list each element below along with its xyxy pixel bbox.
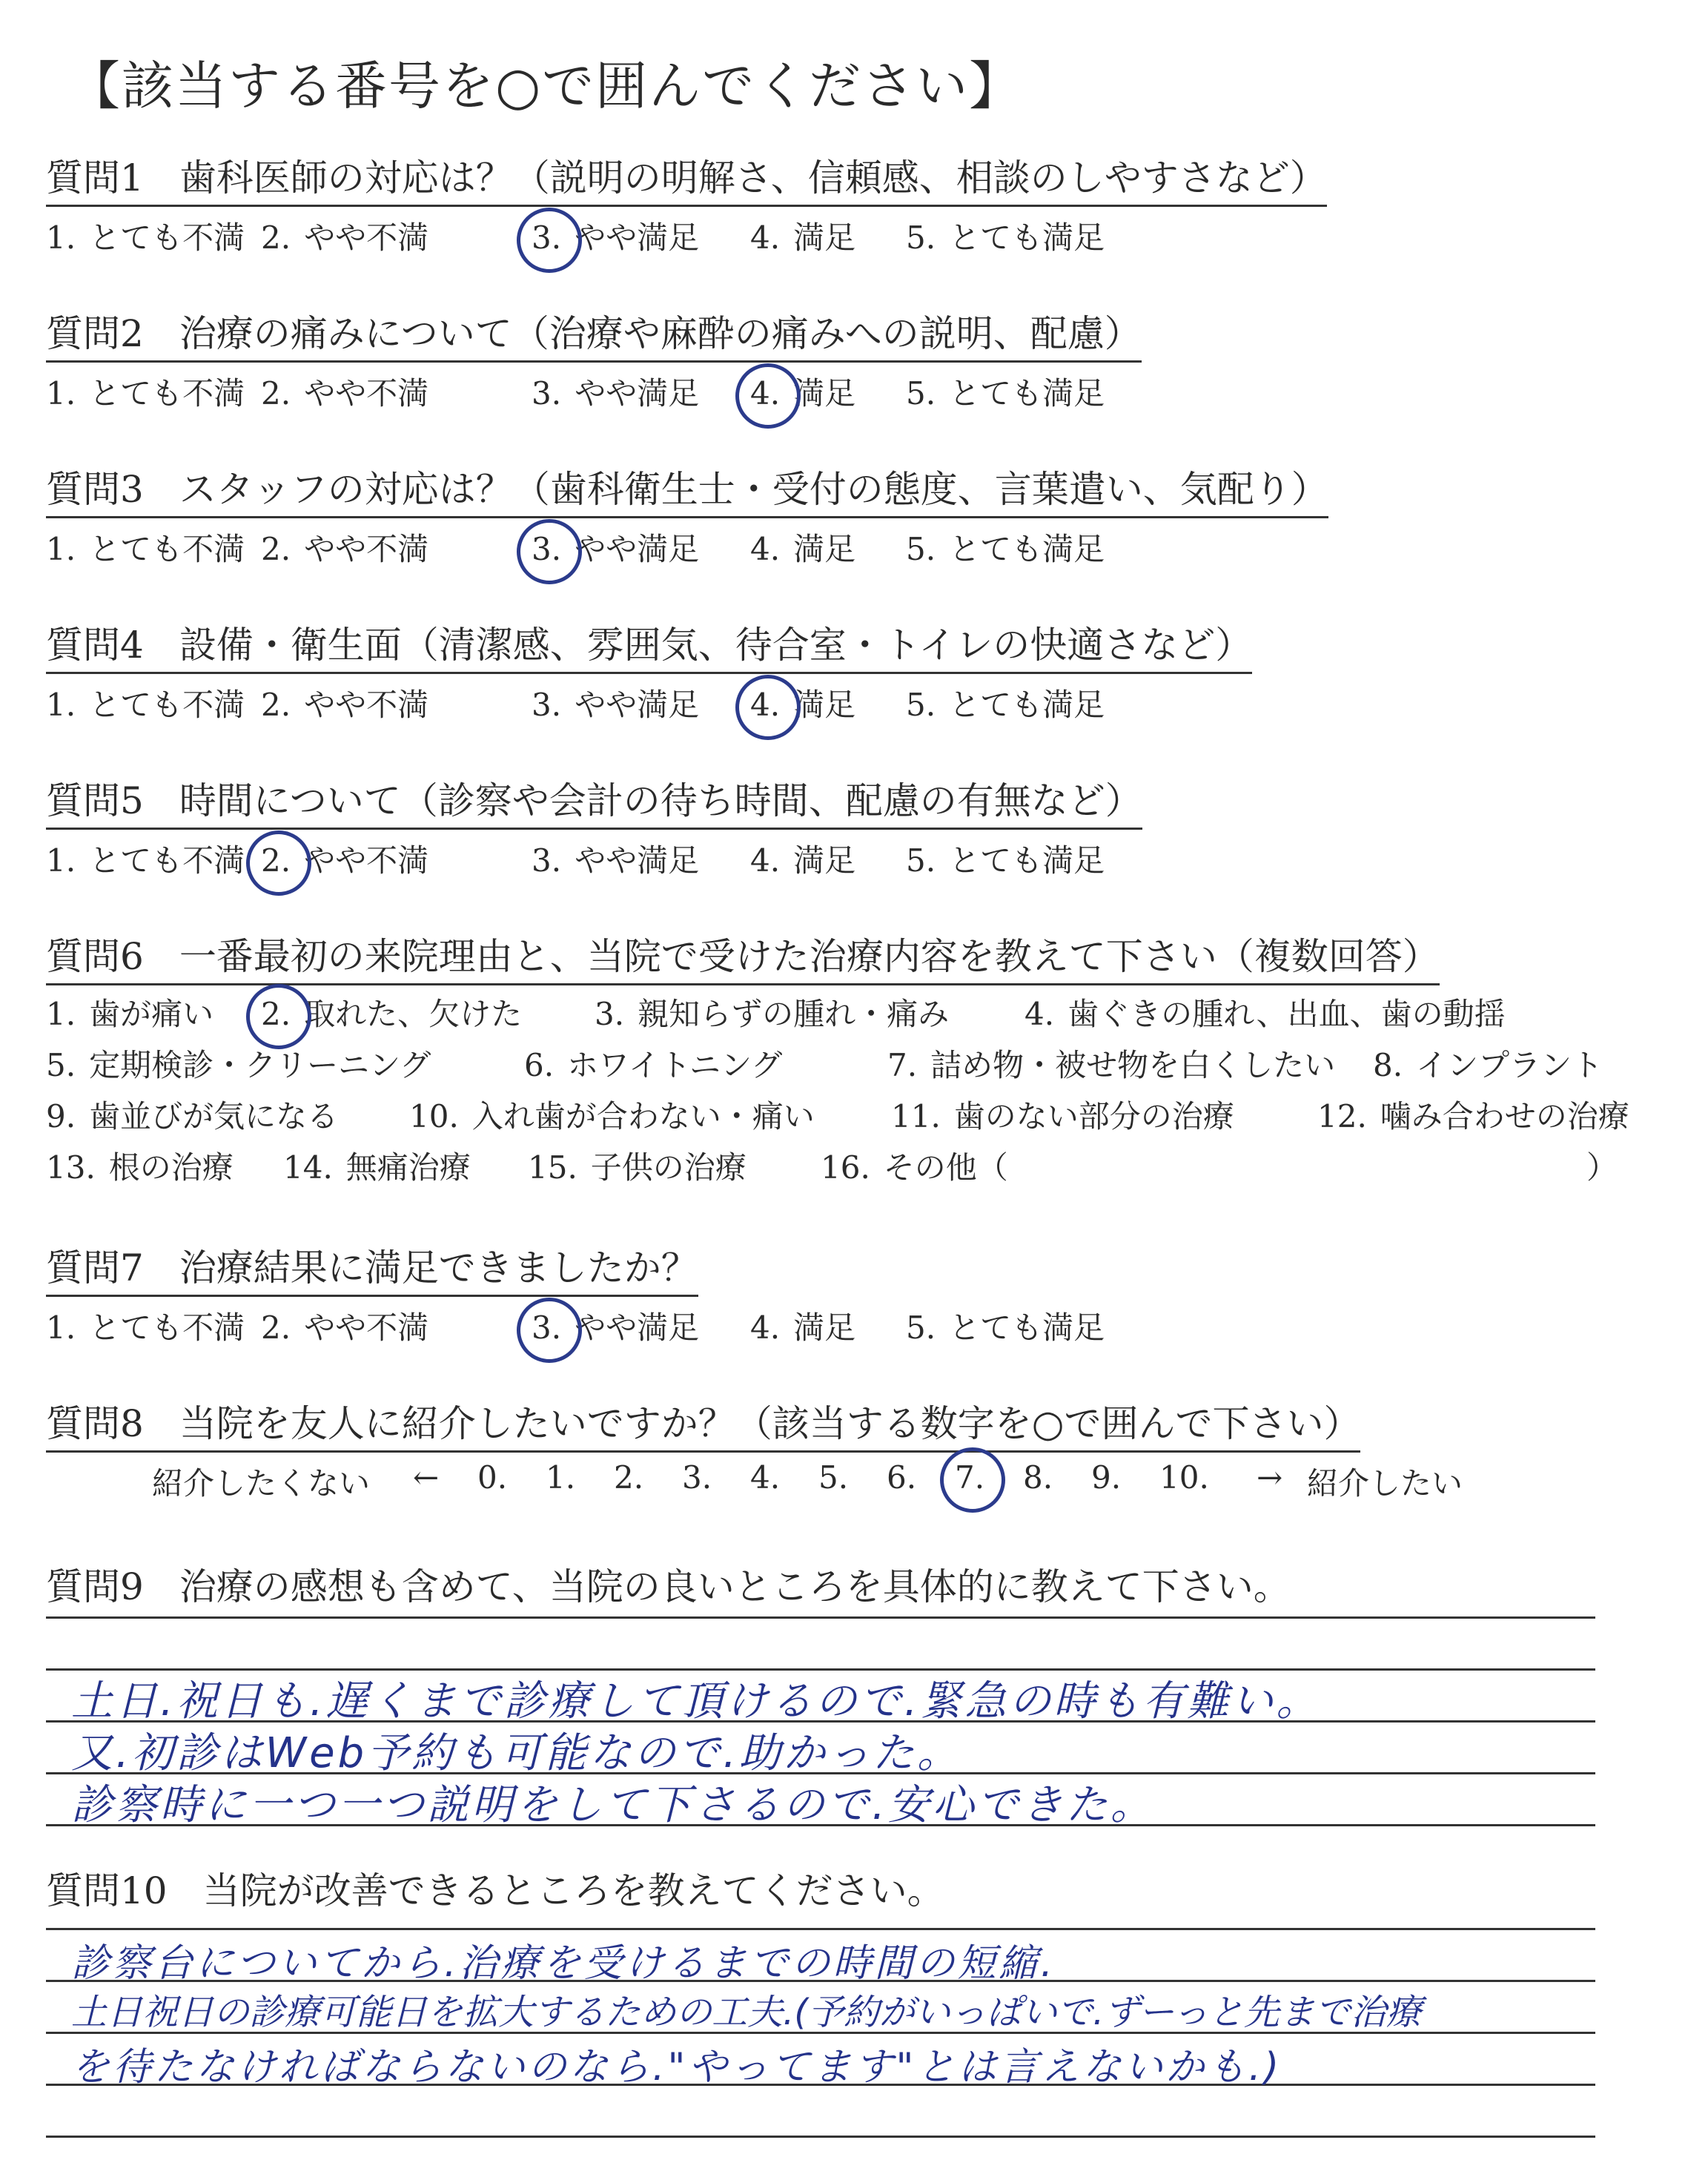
option-label: やや不満: [304, 531, 429, 567]
option-number: 5.: [906, 219, 936, 256]
option-label: とても満足: [949, 687, 1105, 723]
option-number: 4.: [750, 1309, 781, 1346]
option-label: とても不満: [89, 375, 245, 412]
question-1-number: 質問1: [46, 156, 144, 199]
option-label: 満足: [793, 375, 856, 412]
option-number: 5.: [906, 1309, 936, 1346]
option-1[interactable]: [46, 1304, 245, 1348]
q6-option-body: [46, 996, 214, 1032]
q8-right-label: 紹介したい: [1307, 1465, 1463, 1502]
option-label: インプラント: [1416, 1047, 1603, 1083]
option-number: 8.: [1373, 1047, 1403, 1083]
q6-option-11[interactable]: [891, 1092, 1234, 1137]
option-4[interactable]: [750, 369, 855, 414]
option-number: 15.: [528, 1149, 577, 1186]
option-number: 9.: [1091, 1459, 1122, 1496]
option-number: 1.: [46, 1309, 76, 1346]
option-label: とても不満: [89, 687, 245, 723]
option-label: やや満足: [575, 1309, 700, 1346]
option-label: やや満足: [575, 842, 700, 879]
option-number: 4.: [750, 842, 781, 879]
option-number: 3.: [532, 1309, 562, 1346]
q8-option-7[interactable]: [955, 1459, 984, 1496]
q6-option-15[interactable]: [528, 1143, 747, 1188]
option-number: 1.: [46, 219, 76, 256]
option-4[interactable]: [750, 1304, 855, 1348]
q6-option-12[interactable]: [1317, 1092, 1629, 1137]
question-4-number: 質問4: [46, 624, 144, 667]
q6-option-body: [528, 1149, 747, 1186]
option-number: 4.: [750, 219, 781, 256]
q6-option-body: [524, 1047, 782, 1083]
option-2[interactable]: [261, 214, 428, 258]
option-label: とても満足: [949, 1309, 1105, 1346]
q8-right-arrow-icon: →: [1257, 1459, 1283, 1496]
q8-left-label: 紹介したくない: [152, 1465, 371, 1502]
option-number: 14.: [283, 1149, 333, 1186]
q8-option-8[interactable]: [1023, 1459, 1053, 1496]
option-label: 歯並びが気になる: [89, 1098, 339, 1135]
q8-option-2[interactable]: [614, 1459, 643, 1496]
option-label: 満足: [793, 842, 856, 879]
option-label: 定期検診・クリーニング: [89, 1047, 431, 1083]
option-number: 10.: [409, 1098, 459, 1135]
option-number: 4.: [750, 375, 781, 412]
q6-option-4[interactable]: [1025, 990, 1506, 1034]
option-number: 5.: [906, 842, 936, 879]
answer-line: [46, 1928, 1595, 1930]
option-number: 13.: [46, 1149, 96, 1186]
answer-line: [46, 1616, 1595, 1619]
q10-answer-line-3: を待たなければならないのなら."やってます"とは言えないかも.): [71, 2045, 1282, 2090]
option-label: とても満足: [949, 531, 1105, 567]
question-8-text: 当院を友人に紹介したいですか？（該当する数字を○で囲んで下さい）: [179, 1402, 1361, 1445]
option-number: 2.: [261, 219, 291, 256]
answer-line: [46, 2136, 1595, 2138]
option-number: 5.: [46, 1047, 76, 1083]
option-label: とても不満: [89, 842, 245, 879]
option-number: 5.: [818, 1459, 849, 1496]
option-label: やや不満: [304, 687, 429, 723]
option-number: 6.: [887, 1459, 917, 1496]
option-label: その他（: [883, 1149, 1008, 1186]
q6-option-body: [595, 996, 949, 1032]
q6-option-body: [283, 1149, 471, 1186]
option-label: やや不満: [304, 1309, 429, 1346]
option-number: 1.: [546, 1459, 576, 1496]
option-number: 1.: [46, 531, 76, 567]
option-label: とても不満: [89, 219, 245, 256]
option-number: 2.: [261, 996, 291, 1032]
q6-option-9[interactable]: [46, 1092, 338, 1137]
option-number: 2.: [261, 531, 291, 567]
option-number: 0.: [477, 1459, 508, 1496]
option-number: 1.: [46, 375, 76, 412]
q8-option-1[interactable]: [546, 1459, 575, 1496]
option-5[interactable]: [906, 525, 1105, 569]
q6-other-close-paren: ）: [1586, 1149, 1618, 1186]
q6-option-2[interactable]: [261, 990, 522, 1034]
option-number: 5.: [906, 375, 936, 412]
q6-option-5[interactable]: [46, 1041, 431, 1086]
option-number: 3.: [682, 1459, 712, 1496]
option-label: 歯ぐきの腫れ、出血、歯の動揺: [1068, 996, 1506, 1032]
option-3[interactable]: [532, 836, 699, 881]
option-number: 2.: [261, 687, 291, 723]
option-number: 1.: [46, 996, 76, 1032]
question-9-text: 治療の感想も含めて、当院の良いところを具体的に教えて下さい。: [179, 1565, 1291, 1608]
q6-option-1[interactable]: [46, 990, 214, 1034]
question-10-number: 質問10: [46, 1869, 168, 1912]
question-9-title: [46, 1557, 1291, 1614]
option-3[interactable]: [532, 214, 699, 258]
question-8-title: [46, 1394, 1360, 1453]
option-2[interactable]: [261, 836, 428, 881]
option-number: 4.: [750, 687, 781, 723]
option-label: 根の治療: [108, 1149, 234, 1186]
question-2-text: 治療の痛みについて（治療や麻酔の痛みへの説明、配慮）: [179, 312, 1142, 355]
option-1[interactable]: [46, 681, 245, 725]
option-number: 11.: [891, 1098, 941, 1135]
option-label: 満足: [793, 531, 856, 567]
option-label: 子供の治療: [590, 1149, 747, 1186]
option-1[interactable]: [46, 214, 245, 258]
question-1-title: [46, 148, 1327, 207]
option-5[interactable]: [906, 836, 1105, 881]
option-1[interactable]: [46, 525, 245, 569]
option-label: やや不満: [304, 842, 429, 879]
q6-option-body: [46, 1149, 234, 1186]
q8-option-5[interactable]: [818, 1459, 848, 1496]
question-3-title: [46, 460, 1328, 518]
option-number: 16.: [821, 1149, 870, 1186]
option-number: 2.: [261, 375, 291, 412]
option-label: 満足: [793, 1309, 856, 1346]
option-5[interactable]: [906, 681, 1105, 725]
question-6-title: [46, 927, 1440, 985]
q6-option-body: [821, 1149, 1008, 1186]
option-number: 3.: [532, 375, 562, 412]
option-label: とても不満: [89, 1309, 245, 1346]
option-1[interactable]: [46, 369, 245, 414]
option-label: とても満足: [949, 375, 1105, 412]
option-3[interactable]: [532, 525, 699, 569]
option-label: 入れ歯が合わない・痛い: [471, 1098, 815, 1135]
q8-option-0[interactable]: [477, 1459, 507, 1496]
option-label: やや満足: [575, 219, 700, 256]
q6-option-body: [46, 1098, 338, 1135]
q6-option-body: [1025, 996, 1506, 1032]
q6-option-8[interactable]: [1373, 1041, 1603, 1086]
option-number: 6.: [524, 1047, 555, 1083]
q6-option-body: [891, 1098, 1234, 1135]
q8-left-arrow-icon: ←: [413, 1459, 440, 1496]
option-2[interactable]: [261, 525, 428, 569]
option-label: やや満足: [575, 375, 700, 412]
q6-option-14[interactable]: [283, 1143, 471, 1188]
question-9-number: 質問9: [46, 1565, 144, 1608]
option-3[interactable]: [532, 1304, 699, 1348]
option-number: 3.: [532, 531, 562, 567]
option-number: 9.: [46, 1098, 76, 1135]
option-number: 3.: [532, 219, 562, 256]
question-8-number: 質問8: [46, 1402, 144, 1445]
option-label: 歯が痛い: [89, 996, 214, 1032]
question-2-number: 質問2: [46, 312, 144, 355]
question-5-title: [46, 771, 1142, 830]
option-1[interactable]: [46, 836, 245, 881]
option-2[interactable]: [261, 1304, 428, 1348]
option-number: 7.: [887, 1047, 918, 1083]
q10-answer-line-2: 土日祝日の診療可能日を拡大するための工夫.(予約がいっぱいで.ずーっと先まで治療: [71, 1992, 1422, 2033]
option-label: やや不満: [304, 219, 429, 256]
question-1-text: 歯科医師の対応は？（説明の明解さ、信頼感、相談のしやすさなど）: [179, 156, 1327, 199]
option-label: やや満足: [575, 687, 700, 723]
option-number: 12.: [1317, 1098, 1367, 1135]
option-number: 1.: [46, 687, 76, 723]
option-number: 3.: [532, 687, 562, 723]
question-6-text: 一番最初の来院理由と、当院で受けた治療内容を教えて下さい（複数回答）: [179, 935, 1440, 978]
option-number: 4.: [750, 531, 781, 567]
question-7-title: [46, 1238, 698, 1297]
option-label: とても満足: [949, 219, 1105, 256]
q6-option-body: [1317, 1098, 1629, 1135]
option-label: 噛み合わせの治療: [1380, 1098, 1629, 1135]
question-3-text: スタッフの対応は？（歯科衛生士・受付の態度、言葉遣い、気配り）: [179, 468, 1328, 511]
option-number: 2.: [261, 1309, 291, 1346]
question-10-title: [46, 1861, 944, 1918]
q6-option-7[interactable]: [887, 1041, 1335, 1086]
option-4[interactable]: [750, 836, 855, 881]
page-title: 【該当する番号を○で囲んでください】: [68, 56, 1023, 116]
option-5[interactable]: [906, 214, 1105, 258]
option-label: 満足: [793, 219, 856, 256]
option-4[interactable]: [750, 681, 855, 725]
option-5[interactable]: [906, 1304, 1105, 1348]
option-number: 1.: [46, 842, 76, 879]
q8-option-9[interactable]: [1091, 1459, 1121, 1496]
q8-option-3[interactable]: [682, 1459, 712, 1496]
question-10-text: 当院が改善できるところを教えてください。: [202, 1869, 944, 1912]
question-4-text: 設備・衛生面（清潔感、雰囲気、待合室・トイレの快適さなど）: [179, 624, 1253, 667]
question-7-text: 治療結果に満足できましたか？: [179, 1246, 698, 1289]
option-number: 5.: [906, 531, 936, 567]
option-label: やや不満: [304, 375, 429, 412]
question-2-title: [46, 304, 1142, 363]
option-2[interactable]: [261, 681, 428, 725]
q6-option-body: [887, 1047, 1335, 1083]
q6-option-body: [46, 1047, 431, 1083]
q9-answer-line-2: 又.初診はWeb予約も可能なので.助かった。: [71, 1729, 961, 1777]
option-4[interactable]: [750, 214, 855, 258]
option-number: 3.: [595, 996, 625, 1032]
q9-answer-line-3: 診察時に一つ一つ説明をして下さるので.安心できた。: [71, 1781, 1155, 1829]
question-5-number: 質問5: [46, 779, 144, 822]
option-3[interactable]: [532, 681, 699, 725]
q6-option-16[interactable]: [821, 1143, 1008, 1188]
option-number: 5.: [906, 687, 936, 723]
option-4[interactable]: [750, 525, 855, 569]
option-5[interactable]: [906, 369, 1105, 414]
q6-option-body: [409, 1098, 815, 1135]
option-3[interactable]: [532, 369, 699, 414]
option-label: とても満足: [949, 842, 1105, 879]
option-label: 取れた、欠けた: [304, 996, 523, 1032]
question-6-number: 質問6: [46, 935, 144, 978]
option-label: 親知らずの腫れ・痛み: [638, 996, 950, 1032]
q8-option-4[interactable]: [750, 1459, 780, 1496]
option-number: 2.: [614, 1459, 644, 1496]
option-number: 2.: [261, 842, 291, 879]
q6-option-6[interactable]: [524, 1041, 782, 1086]
option-label: とても不満: [89, 531, 245, 567]
question-5-text: 時間について（診察や会計の待ち時間、配慮の有無など）: [179, 779, 1142, 822]
q6-option-10[interactable]: [409, 1092, 815, 1137]
option-number: 7.: [955, 1459, 985, 1496]
option-number: 4.: [1025, 996, 1055, 1032]
option-label: 詰め物・被せ物を白くしたい: [930, 1047, 1336, 1083]
option-number: 8.: [1023, 1459, 1053, 1496]
q6-option-body: [1373, 1047, 1603, 1083]
q8-option-10[interactable]: [1159, 1459, 1209, 1496]
q9-answer-line-1: 土日.祝日も.遅くまで診療して頂けるので.緊急の時も有難い。: [71, 1677, 1321, 1725]
option-label: ホワイトニング: [567, 1047, 783, 1083]
question-4-title: [46, 615, 1252, 674]
option-label: 歯のない部分の治療: [953, 1098, 1234, 1135]
q10-answer-line-1: 診察台についてから.治療を受けるまでの時間の短縮.: [71, 1941, 1056, 1986]
question-3-number: 質問3: [46, 468, 144, 511]
option-label: 満足: [793, 687, 856, 723]
option-number: 3.: [532, 842, 562, 879]
option-label: 無痛治療: [345, 1149, 471, 1186]
option-number: 4.: [750, 1459, 781, 1496]
q6-option-13[interactable]: [46, 1143, 234, 1188]
option-number: 10.: [1159, 1459, 1209, 1496]
q8-option-6[interactable]: [887, 1459, 916, 1496]
question-7-number: 質問7: [46, 1246, 144, 1289]
q6-option-body: [261, 996, 522, 1032]
option-label: やや満足: [575, 531, 700, 567]
q6-option-3[interactable]: [595, 990, 949, 1034]
option-2[interactable]: [261, 369, 428, 414]
